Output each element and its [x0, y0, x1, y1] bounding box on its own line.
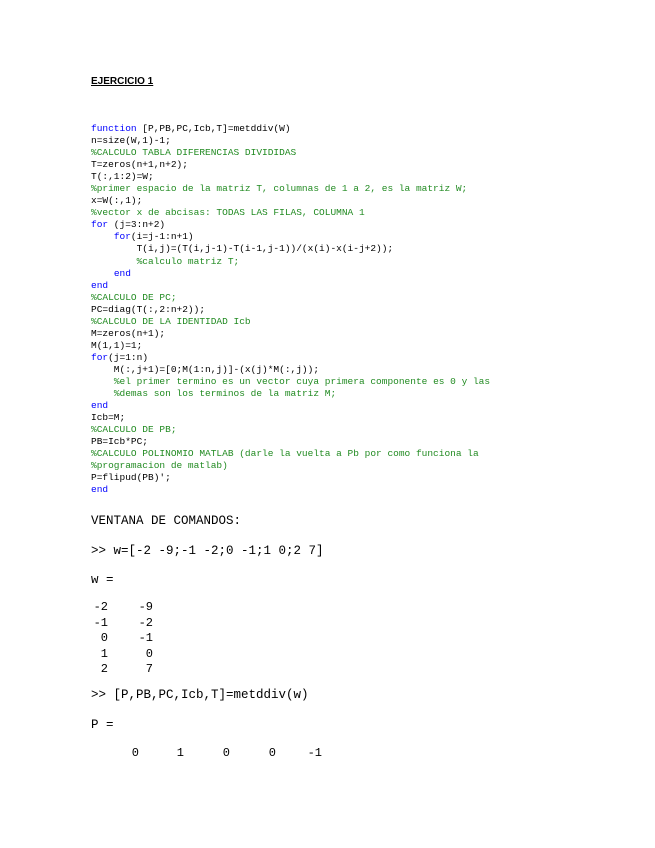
exercise-heading: EJERCICIO 1	[91, 76, 154, 87]
matrix-cell: 1	[100, 646, 108, 661]
code-keyword: end	[91, 484, 109, 496]
code-text: (i=j-1:n+1)	[130, 231, 194, 243]
code-text: PC=diag(T(:,2:n+2));	[91, 303, 206, 315]
code-text: P=flipud(PB)';	[91, 472, 171, 484]
code-text: T(i,j)=(T(i,j-1)-T(i-1,j-1))/(x(i)-x(i-j+2));	[91, 243, 394, 255]
matlab-code-block	[91, 123, 490, 496]
code-text: Icb=M;	[91, 412, 126, 424]
matrix-cell: 0	[100, 631, 108, 645]
code-line	[91, 219, 490, 231]
code-text: T=zeros(n+1,n+2);	[91, 159, 188, 171]
code-line	[91, 195, 490, 207]
vector-cell: 0	[222, 746, 230, 760]
command-line-1: >> w=[-2 -9;-1 -2;0 -1;1 0;2 7]	[91, 544, 324, 558]
code-text: (j=3:n+2)	[108, 219, 166, 231]
code-line	[91, 352, 490, 364]
code-keyword: end	[113, 267, 131, 279]
code-line	[91, 340, 490, 352]
code-comment: %primer espacio de la matriz T, columnas de 1 a 2, es la matriz W;	[91, 183, 468, 195]
code-text	[91, 388, 114, 399]
code-keyword: for	[91, 351, 109, 363]
code-text: x=W(:,1);	[91, 195, 143, 207]
code-text: (j=1:n)	[108, 351, 149, 363]
code-line	[91, 135, 490, 147]
code-line	[91, 147, 490, 159]
code-line	[91, 412, 490, 424]
code-line	[91, 316, 490, 328]
code-line	[91, 183, 490, 195]
code-comment: %vector x de abcisas: TODAS LAS FILAS, COLUMNA 1	[91, 207, 365, 219]
vector-cell: 0	[268, 746, 276, 760]
code-line	[91, 159, 490, 171]
code-line	[91, 280, 490, 292]
vector-cell: 1	[176, 746, 184, 760]
code-text: n=size(W,1)-1;	[91, 135, 171, 147]
code-text: M(1,1)=1;	[91, 339, 143, 351]
matrix-cell: -9	[138, 600, 153, 614]
code-line	[91, 304, 490, 316]
code-comment: %CALCULO DE PB;	[91, 424, 177, 436]
code-text: PB=Icb*PC;	[91, 436, 149, 448]
code-line	[91, 207, 490, 219]
code-line	[91, 364, 490, 376]
code-comment: %CALCULO TABLA DIFERENCIAS DIVIDIDAS	[91, 147, 297, 159]
code-comment: %el primer termino es un vector cuya primera componente es 0 y las	[113, 375, 491, 387]
code-comment: %CALCULO DE LA IDENTIDAD Icb	[91, 315, 251, 327]
code-line	[91, 400, 490, 412]
code-text: M=zeros(n+1);	[91, 327, 166, 339]
code-line	[91, 231, 490, 243]
code-keyword: end	[91, 400, 109, 412]
vector-cell: -1	[307, 746, 322, 760]
code-text: [P,PB,PC,Icb,T]=metddiv(W)	[136, 123, 291, 134]
code-keyword: for	[113, 231, 131, 243]
code-line	[91, 484, 490, 496]
code-line	[91, 268, 490, 280]
code-comment: %CALCULO DE PC;	[91, 291, 177, 303]
code-line	[91, 424, 490, 436]
code-text	[91, 376, 114, 387]
code-text	[91, 256, 137, 267]
vector-cell: 0	[131, 746, 139, 760]
code-line	[91, 171, 490, 183]
code-text	[91, 268, 114, 279]
code-line	[91, 256, 490, 268]
code-keyword: for	[91, 219, 109, 231]
code-text	[91, 231, 114, 242]
code-line	[91, 123, 490, 135]
matrix-cell: 7	[145, 662, 153, 676]
code-comment: %programacion de matlab)	[91, 460, 228, 472]
matrix-cell: 2	[100, 662, 108, 676]
code-text: M(:,j+1)=[0;M(1:n,j)]-(x(j)*M(:,j));	[91, 363, 320, 375]
code-line	[91, 472, 490, 484]
code-comment: %CALCULO POLINOMIO MATLAB (darle la vuelta a Pb por como funciona la	[91, 448, 479, 460]
code-keyword: function	[91, 123, 137, 134]
w-label: w =	[91, 573, 114, 587]
code-line	[91, 376, 490, 388]
code-comment: %calculo matriz T;	[136, 255, 240, 267]
code-keyword: end	[91, 279, 109, 291]
code-line	[91, 243, 490, 255]
code-line	[91, 328, 490, 340]
code-comment: %demas son los terminos de la matriz M;	[113, 388, 337, 400]
command-line-2: >> [P,PB,PC,Icb,T]=metddiv(w)	[91, 688, 309, 702]
code-line	[91, 460, 490, 472]
code-line	[91, 292, 490, 304]
command-window-title: VENTANA DE COMANDOS:	[91, 514, 242, 528]
p-label: P =	[91, 718, 114, 732]
matrix-cell: -2	[93, 600, 108, 614]
matrix-cell: 0	[145, 646, 153, 661]
matrix-cell: -2	[138, 615, 153, 630]
code-line	[91, 388, 490, 400]
matrix-cell: -1	[93, 615, 108, 630]
code-text: T(:,1:2)=W;	[91, 171, 154, 183]
code-line	[91, 436, 490, 448]
code-line	[91, 448, 490, 460]
matrix-cell: -1	[138, 631, 153, 645]
